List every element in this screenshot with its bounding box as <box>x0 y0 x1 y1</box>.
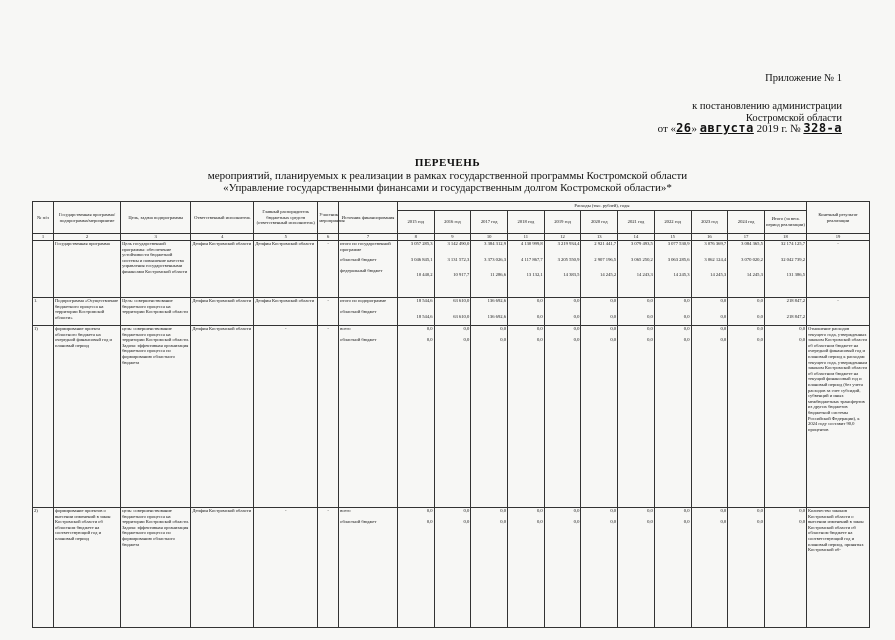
cell-value: 3 079 493,5 <box>630 241 653 247</box>
row-sources <box>339 240 398 297</box>
row-result: - <box>807 297 870 325</box>
year-values <box>581 325 618 507</box>
row-goal: Цель государственной программы: обеспечение устойчивости бюджетной системы и повышение качества управления государственными финансами Костромской области <box>121 240 191 297</box>
row-result: Отношение расходов текущего года, утвержденных законом Костромской области об областном бюджете на очередной финансовый год и плановый период к расходам текущего года, утвержденным законом Костромской области об областном бюджете на текущий финансовый год и плановый период (без учета расходов за счет субсидий, субвенций и иных межбюджетных трансфертов из других бюджетов бюджетной системы Российской Федерации), к 2024 году составит 90,0 процентов <box>807 325 870 507</box>
year-values <box>654 507 691 627</box>
col-goal: Цель, задача подпрограммы <box>121 202 191 234</box>
cell-value: 0,0 <box>500 518 506 524</box>
table-body <box>33 240 870 627</box>
cell-value: 0,0 <box>610 298 617 304</box>
cell-value: 14 383,5 <box>563 272 580 278</box>
column-index: 15 <box>654 234 691 241</box>
cell-value: 0,0 <box>573 508 580 514</box>
row-chief-admin: Депфин Костромской области <box>254 240 318 297</box>
cell-value: 3 084 365,5 <box>741 241 763 247</box>
cell-value: 3 063 285,6 <box>667 256 690 262</box>
year-values <box>728 507 765 627</box>
year-values <box>728 240 765 297</box>
cell-value: 3 062 124,4 <box>704 256 727 262</box>
row-sources <box>339 507 398 627</box>
source-label: итого по подпрограмме <box>340 298 387 304</box>
cell-total: 0,0 <box>799 336 806 342</box>
cell-value: 3 065 250,2 <box>630 256 653 262</box>
cell-value: 14 243,3 <box>636 272 653 278</box>
cell-total: 32 042 739,2 <box>780 256 806 262</box>
col-year: 2023 год <box>691 211 728 234</box>
cell-value: 0,0 <box>463 336 470 342</box>
cell-value: 2 907 196,5 <box>594 256 617 262</box>
cell-value: 14 245,2 <box>600 272 617 278</box>
cell-value: 0,0 <box>757 336 763 342</box>
table-row <box>33 240 870 297</box>
table-header <box>33 202 870 241</box>
year-values <box>654 297 691 325</box>
cell-value: 3 057 285,3 <box>410 241 433 247</box>
column-index: 7 <box>339 234 398 241</box>
cell-value: 0,0 <box>757 326 763 332</box>
cell-value: 0,0 <box>536 298 543 304</box>
cell-total: 0,0 <box>799 326 806 332</box>
cell-value: 11 286,6 <box>490 272 506 278</box>
cell-value: 0,0 <box>683 336 690 342</box>
year-values <box>471 325 508 507</box>
year-values <box>618 240 655 297</box>
col-year: 2015 год <box>397 211 434 234</box>
cell-value: 0,0 <box>536 313 543 319</box>
year-values <box>397 297 434 325</box>
cell-value: 0,0 <box>500 336 506 342</box>
row-goal: Цель: совершенствование бюджетного процесса на территории Костромской области <box>121 297 191 325</box>
year-values <box>691 297 728 325</box>
cell-value: 0,0 <box>610 336 617 342</box>
year-values <box>581 240 618 297</box>
cell-value: 13 132,1 <box>526 272 543 278</box>
total-values <box>764 297 806 325</box>
row-chief-admin: - <box>254 507 318 627</box>
cell-value: 0,0 <box>463 508 470 514</box>
col-year: 2017 год <box>471 211 508 234</box>
measures-table <box>32 201 870 628</box>
row-chief-admin: Депфин Костромской области <box>254 297 318 325</box>
region-label: Костромской области <box>745 113 842 124</box>
cell-value: 18 544,6 <box>416 313 433 319</box>
col-chief-admin: Главный распорядитель бюджетных средств (ответственный исполнитель) <box>254 202 318 234</box>
year-values <box>654 325 691 507</box>
table-row <box>33 325 870 507</box>
cell-value: 0,0 <box>647 336 653 342</box>
cell-value: 3 384 312,9 <box>484 241 506 247</box>
col-executor: Ответственный исполнитель <box>191 202 254 234</box>
row-number: 1) <box>33 325 54 507</box>
year-values <box>397 240 434 297</box>
year-values <box>654 240 691 297</box>
table-row <box>33 297 870 325</box>
row-goal: цель: совершенствование бюджетного процесса на территории Костромской области. Задача: эффективная организация бюджетного процесса по формированию областного бюджета <box>121 325 191 507</box>
col-total: Итого (за весь период реализации) <box>764 211 806 234</box>
column-index: 3 <box>121 234 191 241</box>
cell-value: 0,0 <box>757 518 763 524</box>
cell-value: 0,0 <box>720 508 727 514</box>
cell-value: 0,0 <box>536 336 543 342</box>
cell-total: 0,0 <box>799 508 806 514</box>
cell-value: 0,0 <box>757 313 763 319</box>
year-values <box>581 297 618 325</box>
cell-value: 0,0 <box>426 326 433 332</box>
year-values <box>691 240 728 297</box>
row-executor: Депфин Костромской области <box>191 325 254 507</box>
year-values <box>508 240 545 297</box>
row-number: 1. <box>33 297 54 325</box>
resolution-label: к постановлению администрации <box>692 101 842 112</box>
col-result: Конечный результат реализации <box>807 202 870 234</box>
source-label: областной бюджет <box>340 336 377 342</box>
row-number: 2) <box>33 507 54 627</box>
row-goal: цель: совершенствование бюджетного процесса на территории Костромской области. Задача: эффективная организация бюджетного процесса по формированию областного бюджета <box>121 507 191 627</box>
document-subtitle: мероприятий, планируемых к реализации в рамках государственной программы Костромской области <box>207 170 688 182</box>
cell-total: 131 386,5 <box>786 272 806 278</box>
col-program: Государственная программа/подпрограмма/мероприятие <box>53 202 120 234</box>
year-values <box>728 325 765 507</box>
cell-value: 0,0 <box>573 518 580 524</box>
cell-value: 0,0 <box>536 326 543 332</box>
col-participants: Участник мероприятия <box>318 202 339 234</box>
row-name: Государственная программа <box>53 240 120 297</box>
cell-value: 63 610,0 <box>453 313 470 319</box>
cell-value: 0,0 <box>573 326 580 332</box>
cell-value: 14 245,3 <box>746 272 763 278</box>
source-label: всего <box>340 508 351 514</box>
col-year: 2022 год <box>654 211 691 234</box>
cell-value: 4 117 867,7 <box>521 256 543 262</box>
col-year: 2016 год <box>434 211 471 234</box>
source-label: федеральный бюджет <box>340 267 383 273</box>
column-index: 6 <box>318 234 339 241</box>
year-values <box>434 297 471 325</box>
cell-value: 0,0 <box>757 508 763 514</box>
total-values <box>764 240 806 297</box>
cell-value: 0,0 <box>610 313 617 319</box>
column-index-row <box>33 234 870 241</box>
year-values <box>618 507 655 627</box>
column-index: 8 <box>397 234 434 241</box>
cell-value: 0,0 <box>720 326 727 332</box>
cell-value: 0,0 <box>610 518 617 524</box>
column-index: 13 <box>581 234 618 241</box>
column-index: 1 <box>33 234 54 241</box>
cell-total: 218 847,2 <box>786 313 806 319</box>
year-values <box>544 325 581 507</box>
column-index: 17 <box>728 234 765 241</box>
column-index: 5 <box>254 234 318 241</box>
row-chief-admin: - <box>254 325 318 507</box>
cell-value: 0,0 <box>463 518 470 524</box>
year-values <box>508 325 545 507</box>
cell-value: 3 205 550,9 <box>557 256 580 262</box>
cell-value: 136 692,6 <box>487 313 506 319</box>
cell-value: 14 245,3 <box>673 272 690 278</box>
row-participant: - <box>318 297 339 325</box>
cell-value: 10 440,2 <box>416 272 433 278</box>
cell-value: 10 917,7 <box>453 272 470 278</box>
year-values <box>397 507 434 627</box>
cell-value: 0,0 <box>647 508 653 514</box>
cell-value: 0,0 <box>683 298 690 304</box>
cell-value: 0,0 <box>720 336 727 342</box>
source-label: областной бюджет <box>340 257 377 263</box>
col-sources: Источник финансирования <box>339 202 398 234</box>
cell-value: 0,0 <box>720 518 727 524</box>
cell-value: 14 245,3 <box>710 272 727 278</box>
year-values <box>434 240 471 297</box>
cell-value: 0,0 <box>536 518 543 524</box>
year-values <box>728 297 765 325</box>
cell-value: 0,0 <box>647 298 653 304</box>
cell-value: 0,0 <box>647 313 653 319</box>
column-index: 9 <box>434 234 471 241</box>
year-values <box>471 507 508 627</box>
col-year: 2021 год <box>618 211 655 234</box>
column-index: 11 <box>508 234 545 241</box>
program-name: «Управление государственными финансами и государственным долгом Костромской области»* <box>223 182 672 194</box>
cell-value: 0,0 <box>573 298 580 304</box>
cell-value: 0,0 <box>426 336 433 342</box>
row-name: формирование проекта областного бюджета на очередной финансовый год и плановый период <box>53 325 120 507</box>
cell-value: 0,0 <box>426 518 433 524</box>
cell-value: 0,0 <box>683 518 690 524</box>
row-name: Подпрограмма «Осуществление бюджетного процесса на территории Костромской области» <box>53 297 120 325</box>
cell-value: 0,0 <box>573 313 580 319</box>
col-no: № п/п <box>33 202 54 234</box>
resolution-date-number: от «26» августа 2019 г. № 328-а <box>657 121 842 135</box>
col-year: 2020 год <box>581 211 618 234</box>
cell-total: 218 847,2 <box>786 298 806 304</box>
year-values <box>581 507 618 627</box>
cell-value: 0,0 <box>720 298 727 304</box>
row-result: Количество законов Костромской области о внесении изменений в закон Костромской области об областном бюджете на соответствующий год и плановый период, принятых Костромской об- <box>807 507 870 627</box>
cell-value: 18 544,6 <box>416 298 433 304</box>
cell-value: 0,0 <box>610 508 617 514</box>
year-values <box>544 507 581 627</box>
cell-value: 0,0 <box>610 326 617 332</box>
cell-value: 3 142 490,0 <box>447 241 470 247</box>
cell-total: 32 174 125,7 <box>780 241 806 247</box>
cell-value: 0,0 <box>683 508 690 514</box>
year-values <box>434 325 471 507</box>
source-label: областной бюджет <box>340 518 377 524</box>
column-index: 10 <box>471 234 508 241</box>
total-values <box>764 507 806 627</box>
cell-value: 3 077 530,9 <box>667 241 690 247</box>
cell-value: 0,0 <box>500 326 506 332</box>
cell-value: 0,0 <box>573 336 580 342</box>
source-label: всего <box>340 326 351 332</box>
cell-value: 4 130 999,8 <box>520 241 543 247</box>
document-title: ПЕРЕЧЕНЬ <box>414 157 481 169</box>
source-label: итого по государственной программе <box>340 241 391 252</box>
row-result: - <box>807 240 870 297</box>
row-participant: - <box>318 507 339 627</box>
cell-value: 0,0 <box>500 508 506 514</box>
year-values <box>544 240 581 297</box>
cell-value: 136 692,6 <box>487 298 506 304</box>
year-values <box>508 507 545 627</box>
column-index: 4 <box>191 234 254 241</box>
cell-value: 0,0 <box>536 508 543 514</box>
cell-value: 63 610,0 <box>453 298 470 304</box>
year-values <box>618 325 655 507</box>
year-values <box>397 325 434 507</box>
row-participant: - <box>318 240 339 297</box>
row-sources <box>339 297 398 325</box>
year-values <box>434 507 471 627</box>
row-name: формирование проектов о внесении изменений в закон Костромской области об областном бюджете на соответствующий год и плановый период <box>53 507 120 627</box>
column-index: 2 <box>53 234 120 241</box>
cell-value: 0,0 <box>647 326 653 332</box>
cell-value: 0,0 <box>426 508 433 514</box>
table-row <box>33 507 870 627</box>
cell-value: 3 046 845,1 <box>410 256 433 262</box>
year-values <box>471 297 508 325</box>
year-values <box>691 325 728 507</box>
cell-total: 0,0 <box>799 518 806 524</box>
cell-value: 0,0 <box>757 298 763 304</box>
cell-value: 2 921 441,7 <box>594 241 617 247</box>
year-values <box>471 240 508 297</box>
column-index: 14 <box>618 234 655 241</box>
year-values <box>508 297 545 325</box>
cell-value: 3 373 026,3 <box>484 256 506 262</box>
cell-value: 0,0 <box>683 326 690 332</box>
row-executor: Депфин Костромской области <box>191 297 254 325</box>
row-executor: Депфин Костромской области <box>191 240 254 297</box>
col-year: 2024 год <box>728 211 765 234</box>
year-values <box>544 297 581 325</box>
col-expenses: Расходы (тыс. рублей), годы <box>397 202 806 211</box>
total-values <box>764 325 806 507</box>
col-year: 2019 год <box>544 211 581 234</box>
column-index: 18 <box>764 234 806 241</box>
row-executor: Депфин Костромской области <box>191 507 254 627</box>
cell-value: 0,0 <box>720 313 727 319</box>
source-label: областной бюджет <box>340 308 377 314</box>
column-index: 16 <box>691 234 728 241</box>
year-values <box>618 297 655 325</box>
cell-value: 0,0 <box>463 326 470 332</box>
col-year: 2018 год <box>508 211 545 234</box>
year-values <box>691 507 728 627</box>
cell-value: 3 070 020,2 <box>741 256 763 262</box>
cell-value: 3 076 369,7 <box>704 241 727 247</box>
row-number <box>33 240 54 297</box>
cell-value: 3 219 934,4 <box>557 241 580 247</box>
cell-value: 0,0 <box>647 518 653 524</box>
appendix-label: Приложение № 1 <box>765 73 842 84</box>
row-sources <box>339 325 398 507</box>
column-index: 19 <box>807 234 870 241</box>
cell-value: 0,0 <box>683 313 690 319</box>
row-participant: - <box>318 325 339 507</box>
column-index: 12 <box>544 234 581 241</box>
cell-value: 3 131 572,3 <box>447 256 470 262</box>
